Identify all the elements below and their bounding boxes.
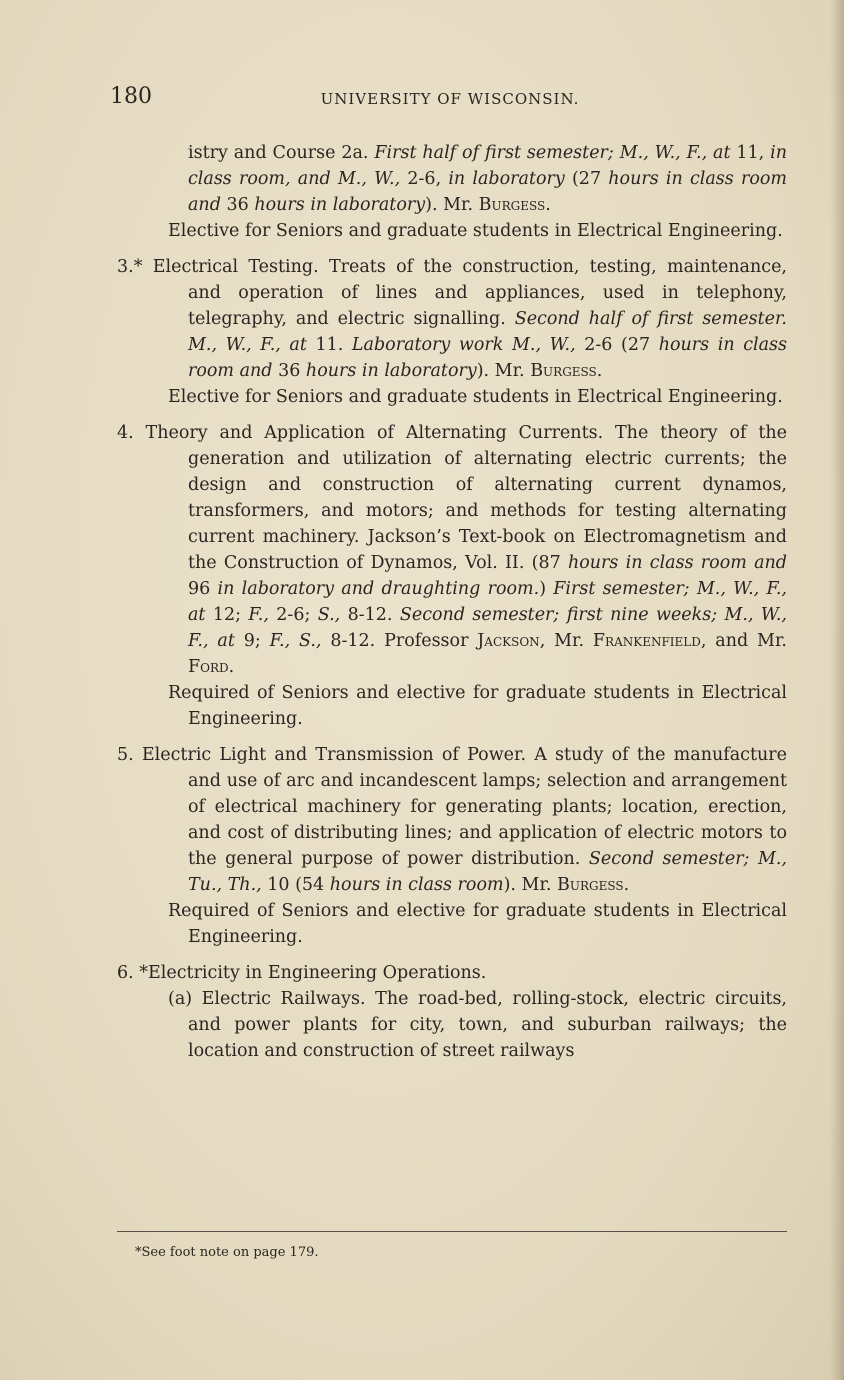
course-2-requirement: Elective for Seniors and graduate students in Electrical Engineering. <box>168 221 783 241</box>
course-3: 3.* Electrical Testing. Treats of the construction, testing, maintenance, and operation of lines and appliances, used in telephony, telegraphy, and electric signalling. Second half of first semester. M., W., F., at 11. Laboratory work M., W., 2-6 (27 hours in class room and 36 hours in laboratory). Mr. Burgess. <box>117 257 787 381</box>
page-number: 180 <box>110 84 152 109</box>
course-listings <box>117 140 787 1064</box>
course-6: 6. *Electricity in Engineering Operations. <box>117 963 487 983</box>
course-5: 5. Electric Light and Transmission of Power. A study of the manufacture and use of arc and incandescent lamps; selection and arrangement of electrical machinery for generating plants; location, erection, and cost of distributing lines; and application of electric motors to the general purpose of power distribution. Second semester; M., Tu., Th., 10 (54 hours in class room). Mr. Burgess. <box>117 745 787 895</box>
course-4: 4. Theory and Application of Alternating Currents. The theory of the generation and utilization of alternating electric currents; the design and construction of alternating current dynamos, transformers, and motors; and methods for testing alternating current machinery. Jackson’s Text-book on Electromagnetism and the Construction of Dynamos, Vol. II. (87 hours in class room and 96 in laboratory and draughting room.) First semester; M., W., F., at 12; F., 2-6; S., 8-12. Second semester; first nine weeks; M., W., F., at 9; F., S., 8-12. Professor Jackson, Mr. Frankenfield, and Mr. Ford. <box>117 423 787 677</box>
running-head: UNIVERSITY OF WISCONSIN. <box>320 90 580 108</box>
course-5-requirement: Required of Seniors and elective for graduate students in Electrical Engineering. <box>168 901 787 947</box>
course-4-requirement: Required of Seniors and elective for graduate students in Electrical Engineering. <box>168 683 787 729</box>
course-6a: (a) Electric Railways. The road-bed, rolling-stock, electric circuits, and power plants for city, town, and suburban railways; the location and construction of street railways <box>168 989 787 1061</box>
course-3-requirement: Elective for Seniors and graduate students in Electrical Engineering. <box>168 387 783 407</box>
footnote: *See foot note on page 179. <box>135 1245 319 1260</box>
course-2-continuation: istry and Course 2a. First half of first semester; M., W., F., at 11, in class room, and M., W., 2-6, in laboratory (27 hours in class room and 36 hours in laboratory). Mr. Burgess. <box>188 143 787 215</box>
page-header <box>110 84 790 116</box>
footnote-rule <box>117 1231 787 1232</box>
